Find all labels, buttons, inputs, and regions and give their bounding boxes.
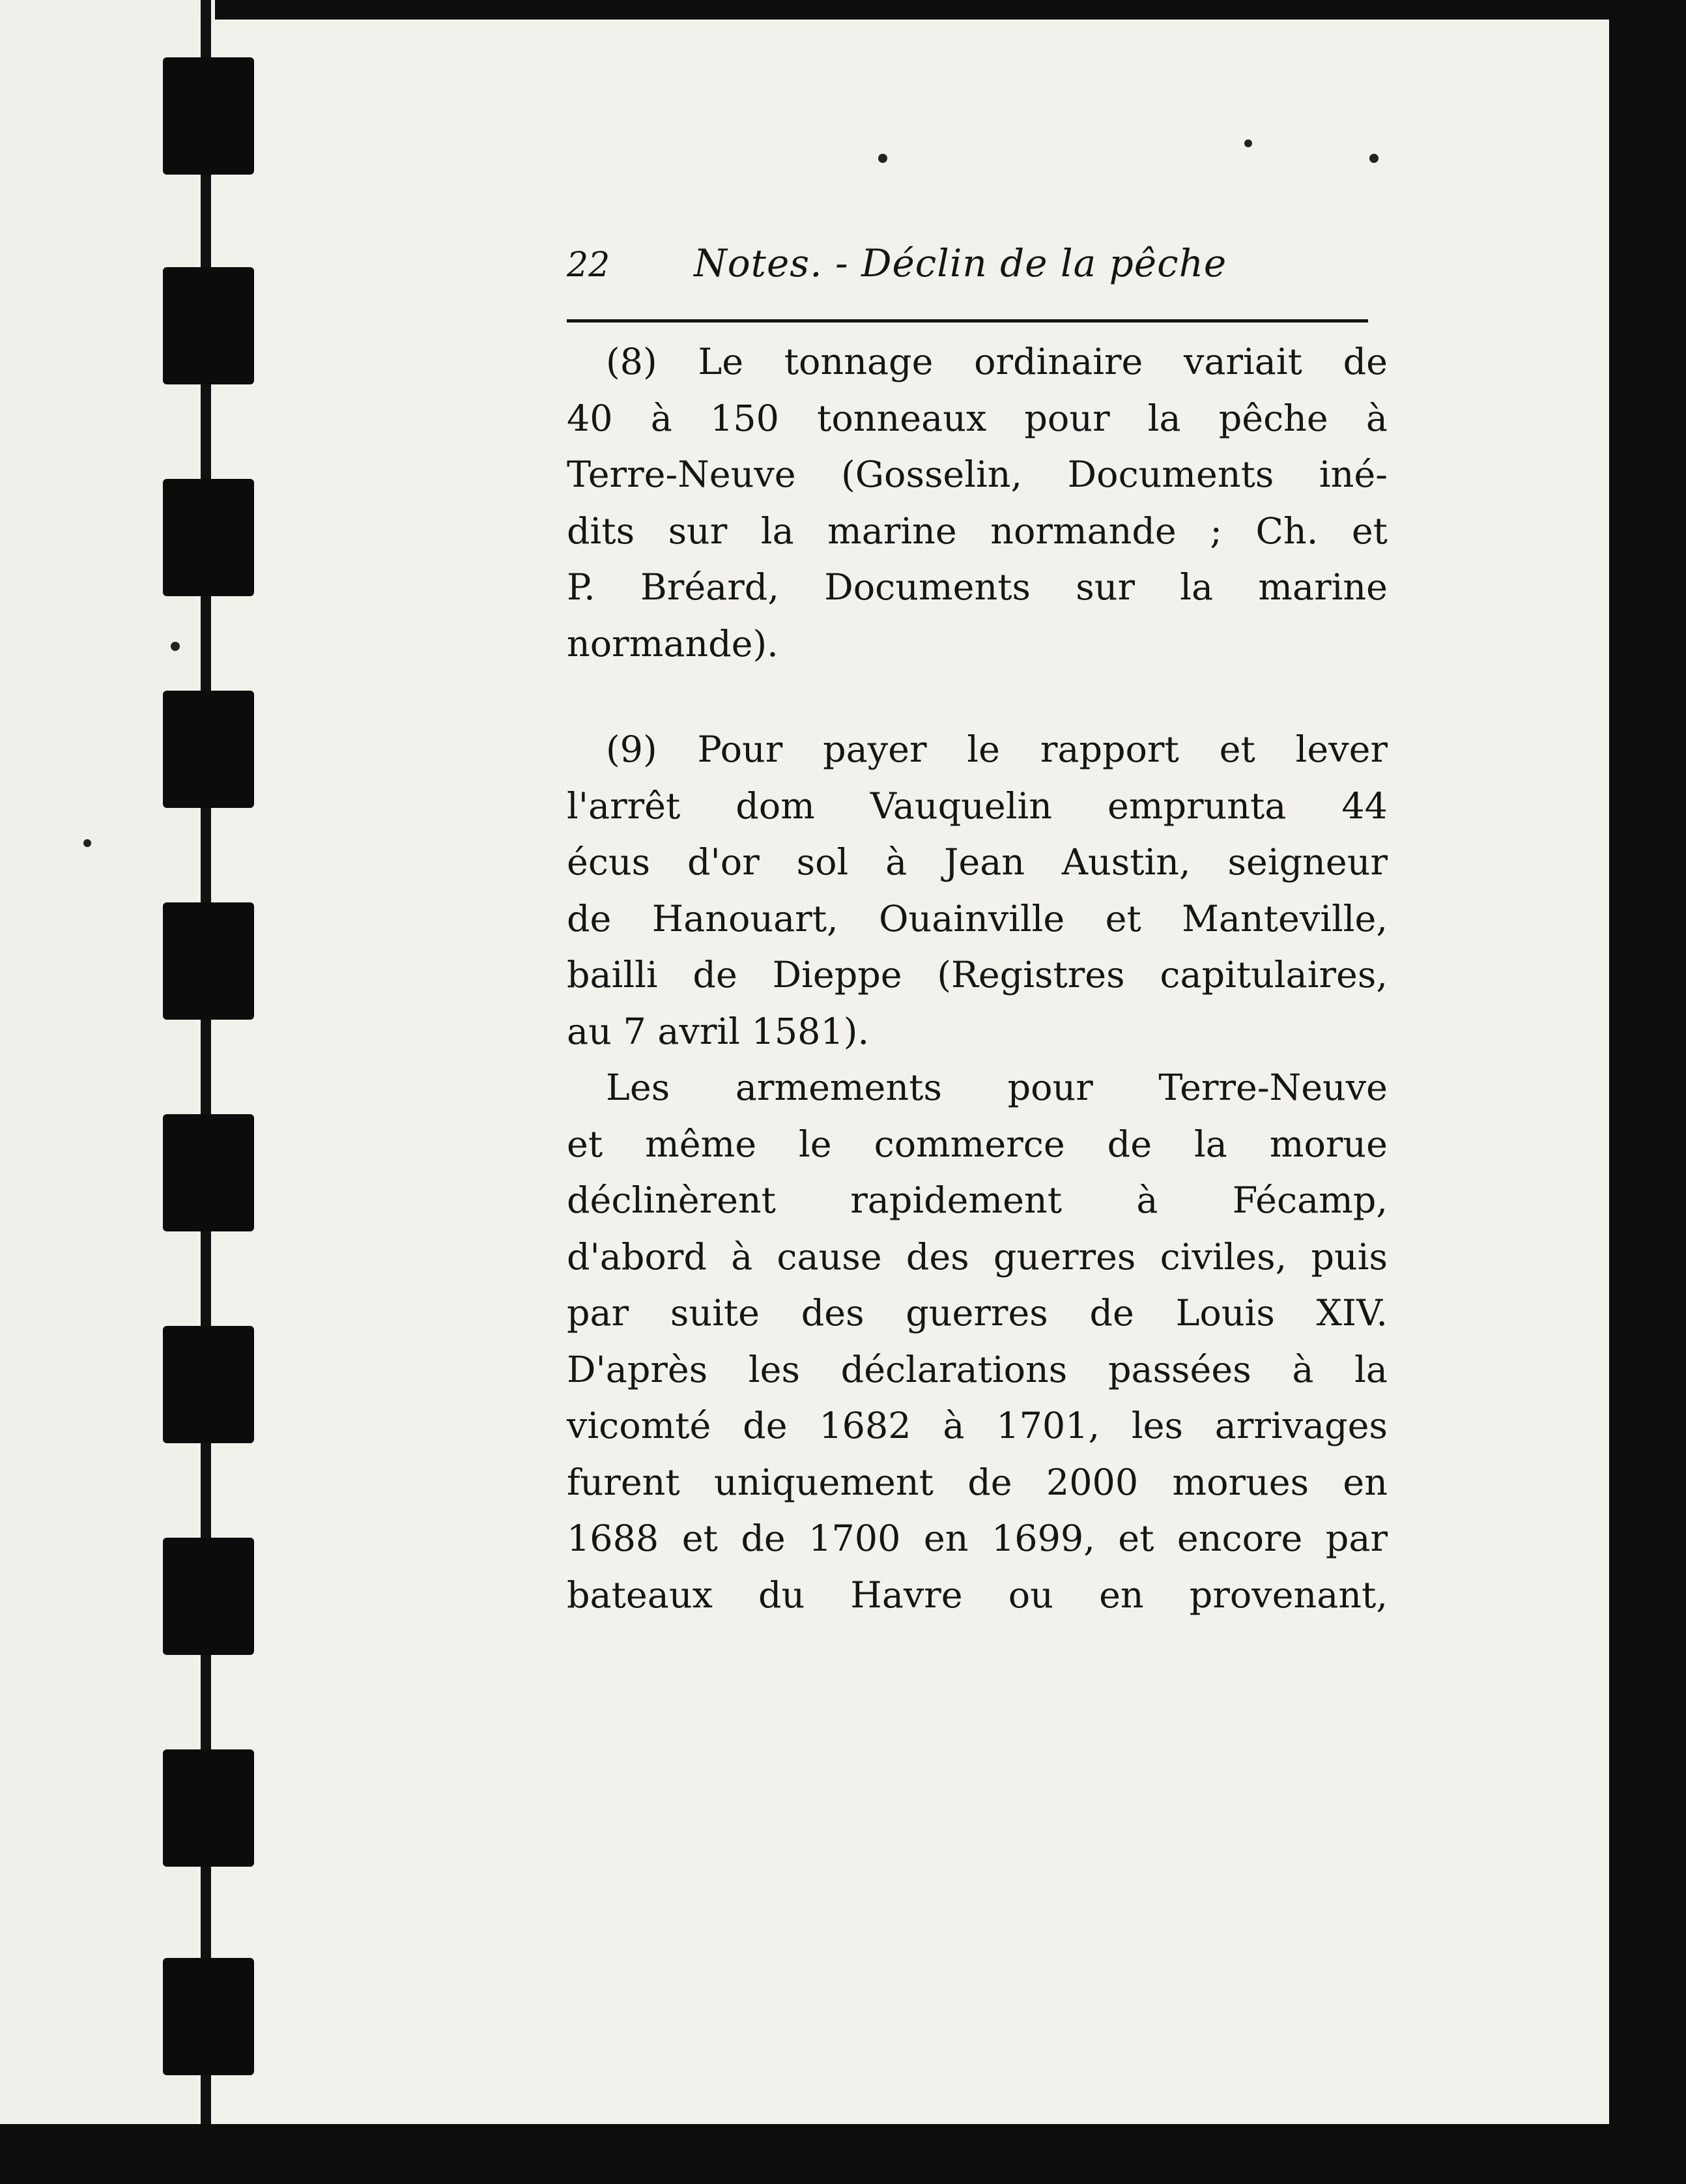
text-line: P. Bréard, Documents sur la marine — [567, 566, 1388, 609]
text-line: déclinèrent rapidement à Fécamp, — [567, 1179, 1388, 1222]
page-number: 22 — [567, 246, 610, 285]
bottom-edge-shadow — [0, 2124, 1686, 2184]
text-line: par suite des guerres de Louis XIV. — [567, 1292, 1388, 1334]
text-line: et même le commerce de la morue — [567, 1123, 1388, 1166]
speck — [1244, 139, 1252, 147]
text-line: de Hanouart, Ouainville et Manteville, — [567, 897, 1388, 940]
speck — [878, 154, 887, 163]
speck — [1369, 154, 1379, 163]
binding-tab — [163, 1114, 254, 1231]
running-head-title: Notes. - Déclin de la pêche — [694, 241, 1227, 285]
running-head — [567, 241, 1388, 293]
footnote-8 — [567, 334, 1388, 672]
text-line: Les armements pour Terre-Neuve — [606, 1067, 1388, 1109]
body-paragraph — [567, 1060, 1388, 1624]
text-line: bailli de Dieppe (Registres capitulaires, — [567, 954, 1388, 996]
binding-tab — [163, 691, 254, 808]
binding-tab — [163, 1326, 254, 1443]
binding-tab — [163, 479, 254, 596]
text-line: D'après les déclarations passées à la — [567, 1348, 1388, 1391]
text-line: au 7 avril 1581). — [567, 1010, 870, 1053]
text-line: Terre-Neuve (Gosselin, Documents iné- — [567, 453, 1388, 496]
speck — [83, 839, 91, 847]
binding-tab — [163, 1958, 254, 2075]
text-line: d'abord à cause des guerres civiles, puis — [567, 1235, 1388, 1278]
binding-tab — [163, 902, 254, 1020]
binding-tab — [163, 1749, 254, 1867]
right-edge-shadow — [1609, 0, 1686, 2184]
footnote-9 — [567, 722, 1388, 1060]
text-line: vicomté de 1682 à 1701, les arrivages — [567, 1405, 1388, 1447]
text-line: 40 à 150 tonneaux pour la pêche à — [567, 397, 1388, 440]
text-line: (8) Le tonnage ordinaire variait de — [606, 341, 1388, 383]
text-line: écus d'or sol à Jean Austin, seigneur — [567, 841, 1388, 884]
binding-tab — [163, 267, 254, 384]
header-rule — [567, 319, 1368, 323]
text-line: dits sur la marine normande ; Ch. et — [567, 510, 1388, 553]
page-text-block — [567, 241, 1388, 1624]
binding-tab — [163, 57, 254, 175]
speck — [171, 642, 180, 651]
text-line: (9) Pour payer le rapport et lever — [606, 728, 1388, 771]
text-line: bateaux du Havre ou en provenant, — [567, 1573, 1388, 1616]
text-line: normande). — [567, 622, 779, 665]
binding-tab — [163, 1538, 254, 1655]
text-line: 1688 et de 1700 en 1699, et encore par — [567, 1517, 1388, 1560]
text-line: l'arrêt dom Vauquelin emprunta 44 — [567, 784, 1388, 827]
text-line: furent uniquement de 2000 morues en — [567, 1461, 1388, 1504]
